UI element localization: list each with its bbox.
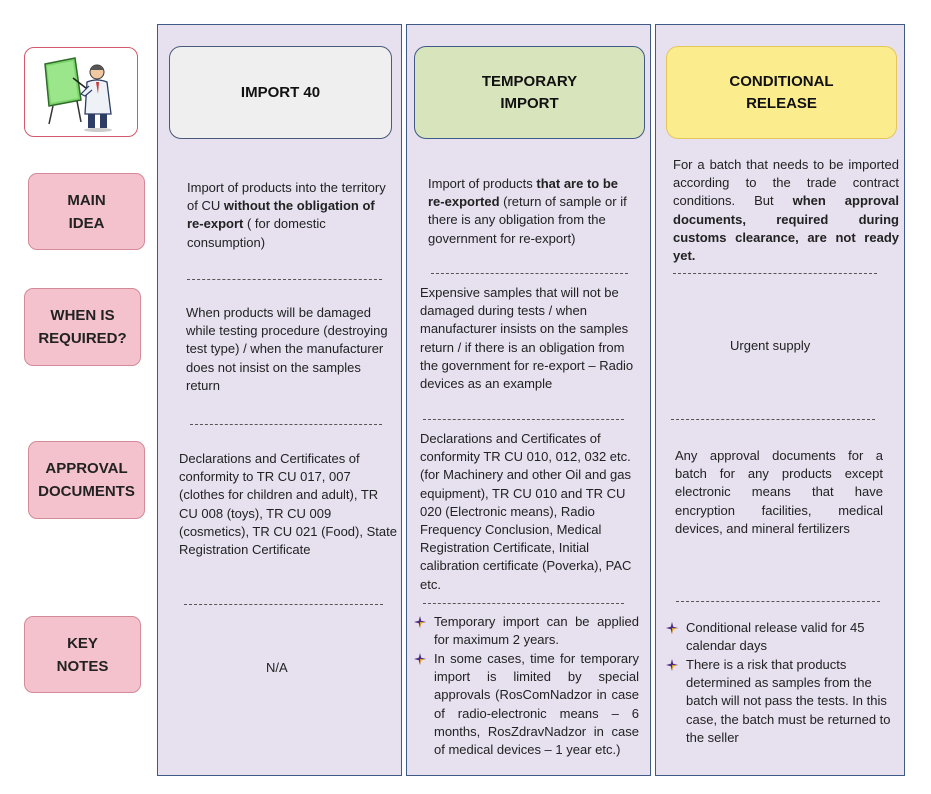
temporary-key-note-2: In some cases, time for temporary import is limited by special approvals (RosComNadzor in case of radio-electronic means – 6 months, RosZdravNadzor in case of medical devices – 1 year etc.) xyxy=(434,650,639,759)
divider xyxy=(190,424,382,425)
conditional-when-required: Urgent supply xyxy=(730,338,811,353)
import40-main-idea: Import of products into the territory of CU without the obligation of re-export ( for domestic consumption) xyxy=(187,180,386,250)
divider xyxy=(184,604,383,605)
conditional-key-note-1: Conditional release valid for 45 calendar days xyxy=(686,619,891,655)
import40-key-notes: N/A xyxy=(266,660,288,675)
conditional-main-idea: For a batch that needs to be imported according to the trade contract conditions. But when approval documents, required during customs clearance, are not ready yet. xyxy=(673,157,899,264)
divider xyxy=(187,279,382,280)
divider xyxy=(423,603,624,604)
four-point-star-bullet-icon xyxy=(414,616,426,628)
temporary-main-idea: Import of products that are to be re-exported (return of sample or if there is any obligation from the government for re-export) xyxy=(428,176,627,246)
temporary-approval-documents: Declarations and Certificates of conformity TR CU 010, 012, 032 etc. (for Machinery and other Oil and gas equipment), TR CU 010 and TR CU 020 (Electronic means), Radio Frequency Conclusion, Medical Registration Certificate, Initial calibration certificate (Poverka), PAC etc. xyxy=(420,431,632,592)
header-temporary-import: TEMPORARY IMPORT xyxy=(414,46,645,139)
row-label-main-idea: MAIN IDEA xyxy=(28,173,145,250)
four-point-star-bullet-icon xyxy=(414,653,426,665)
row-label-key-notes: KEY NOTES xyxy=(24,616,141,693)
temporary-when-required: Expensive samples that will not be damaged during tests / when manufacturer insists on the samples return / if there is an obligation from the government for re-export – Radio devices as an example xyxy=(420,285,634,392)
divider xyxy=(671,419,875,420)
divider xyxy=(423,419,624,420)
divider xyxy=(673,273,877,274)
four-point-star-bullet-icon xyxy=(666,659,678,671)
divider xyxy=(431,273,628,274)
teacher-at-board-icon xyxy=(25,48,137,136)
import40-approval-documents: Declarations and Certificates of conformity to TR CU 017, 007 (clothes for children and adult), TR CU 008 (toys), TR CU 009 (cosmetics), TR CU 021 (Food), State Registration Certificate xyxy=(179,451,397,558)
row-label-when-required: WHEN IS REQUIRED? xyxy=(24,288,141,366)
temporary-key-note-1: Temporary import can be applied for maximum 2 years. xyxy=(434,613,639,649)
conditional-approval-documents: Any approval documents for a batch for any products except electronic means that have encryption facilities, medical devices, and mineral fertilizers xyxy=(675,448,883,536)
divider xyxy=(676,601,880,602)
four-point-star-bullet-icon xyxy=(666,622,678,634)
presenter-box xyxy=(24,47,138,137)
header-conditional-release: CONDITIONAL RELEASE xyxy=(666,46,897,139)
row-label-approval-documents: APPROVAL DOCUMENTS xyxy=(28,441,145,519)
import40-when-required: When products will be damaged while testing procedure (destroying test type) / when the manufacturer does not insist on the samples return xyxy=(186,305,388,393)
header-import40: IMPORT 40 xyxy=(169,46,392,139)
conditional-key-note-2: There is a risk that products determined as samples from the batch will not pass the tests. In this case, the batch must be returned to the seller xyxy=(686,656,891,747)
